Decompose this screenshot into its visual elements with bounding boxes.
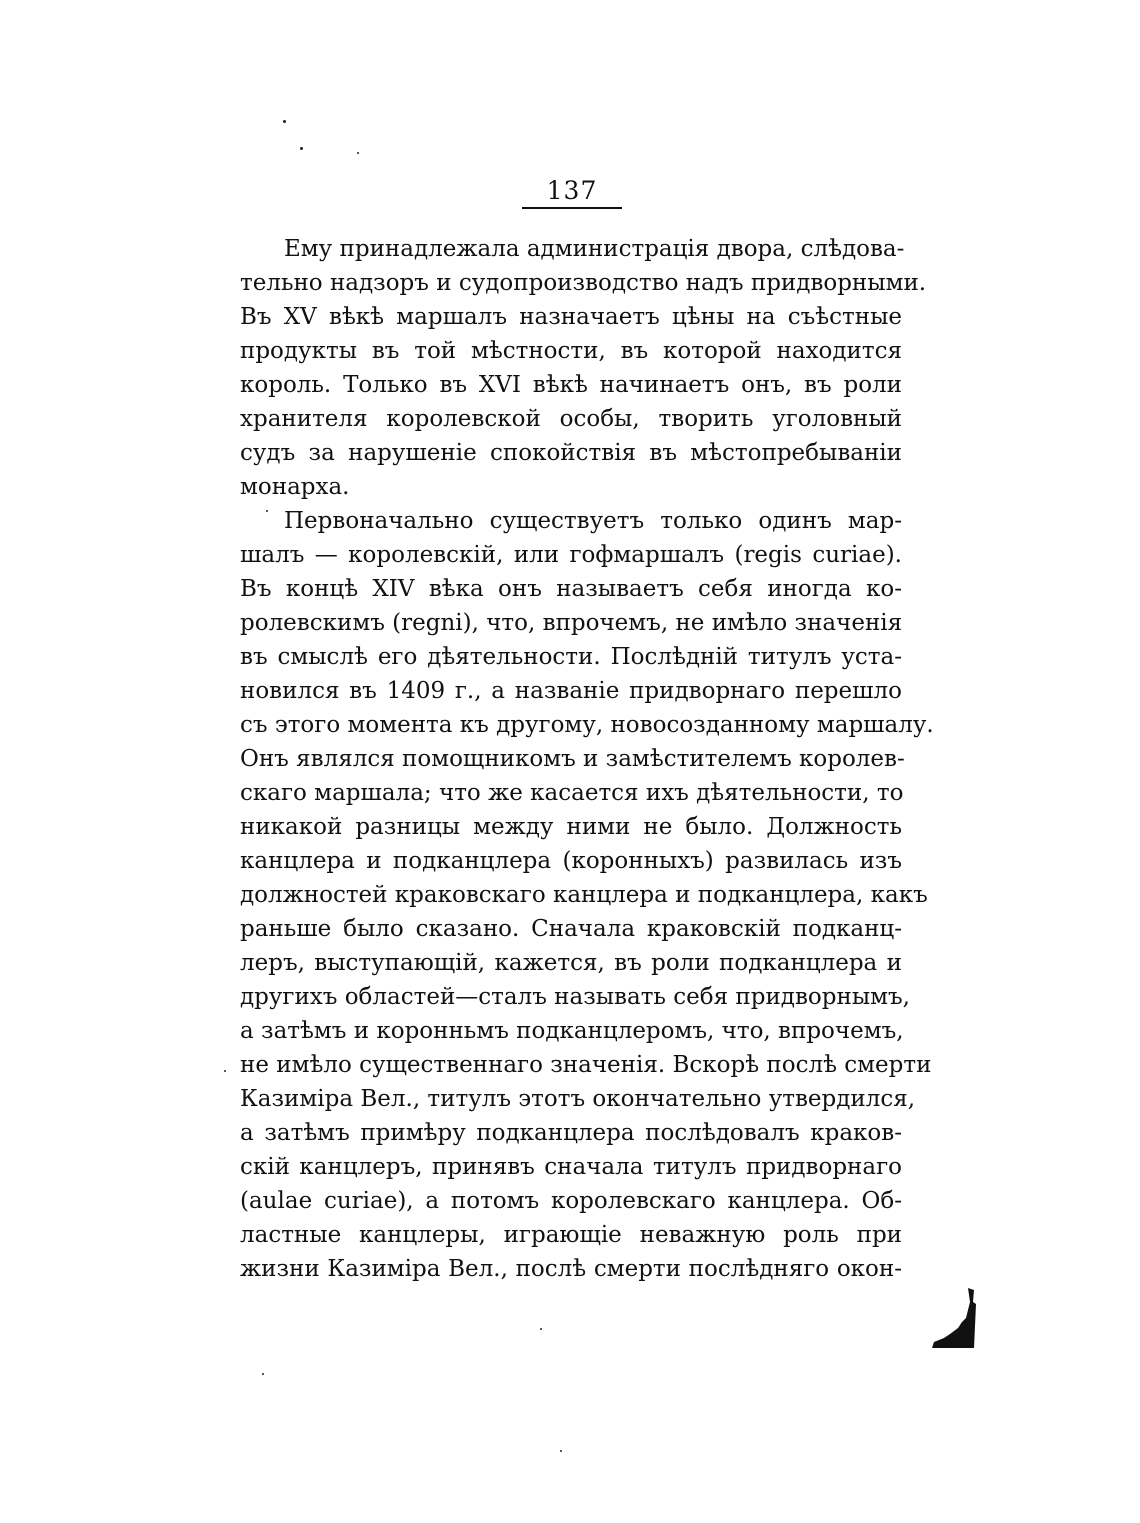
scan-speck [266,510,268,512]
text-line: ролевскимъ (regni), что, впрочемъ, не имѣло значенія [240,610,903,636]
scan-speck [357,152,359,154]
text-line: раньше было сказано. Сначала краковскій подканц- [240,916,902,942]
text-line: не имѣло существеннаго значенія. Вскорѣ послѣ смерти [240,1052,932,1078]
text-line: съ этого момента къ другому, новосозданному маршалу. [240,712,934,738]
scan-speck [560,1450,562,1452]
text-line: должностей краковскаго канцлера и подканцлера, какъ [240,882,928,908]
text-line: тельно надзоръ и судопроизводство надъ придворными. [240,270,927,296]
scan-speck [262,1373,264,1375]
text-line: леръ, выступающій, кажется, въ роли подканцлера и [240,950,902,976]
scan-speck [224,1070,226,1072]
text-line: (aulae curiae), а потомъ королевскаго канцлера. Об- [240,1188,902,1214]
scan-speck [300,147,303,150]
page-number-rule [522,207,622,209]
text-line: продукты въ той мѣстности, въ которой находится [240,338,902,364]
text-line: скій канцлеръ, принявъ сначала титулъ придворнаго [240,1154,902,1180]
text-line: Онъ являлся помощникомъ и замѣстителемъ королев- [240,746,905,772]
text-line: канцлера и подканцлера (коронныхъ) развилась изъ [240,848,902,874]
text-line: Въ концѣ XIV вѣка онъ называетъ себя иногда ко- [240,576,902,602]
scan-speck [283,120,286,123]
text-line: монарха. [240,474,350,500]
text-line: новился въ 1409 г., а названіе придворнаго перешло [240,678,902,704]
scan-speck [540,1328,542,1330]
page-number: 137 [546,176,598,205]
text-line: хранителя королевской особы, творить уголовный [240,406,902,432]
text-line: Казиміра Вел., титулъ этотъ окончательно утвердился, [240,1086,916,1112]
text-line: скаго маршала; что же касается ихъ дѣятельности, то [240,780,904,806]
text-line: шалъ — королевскій, или гофмаршалъ (regis curiae). [240,542,902,568]
text-line: въ смыслѣ его дѣятельности. Послѣдній титулъ уста- [240,644,902,670]
text-line: жизни Казиміра Вел., послѣ смерти послѣдняго окон- [240,1256,902,1282]
text-line: никакой разницы между ними не было. Должность [240,814,902,840]
text-line: а затѣмъ и коронньмъ подканцлеромъ, что, впрочемъ, [240,1018,904,1044]
text-line: Первоначально существуетъ только одинъ мар- [284,508,902,534]
page-corner-mark [930,1288,978,1350]
text-line: судъ за нарушеніе спокойствія въ мѣстопребываніи [240,440,902,466]
text-line: Въ XV вѣкѣ маршалъ назначаетъ цѣны на съѣстные [240,304,902,330]
text-line: король. Только въ XVI вѣкѣ начинаетъ онъ, въ роли [240,372,902,398]
text-line: Ему принадлежала администрація двора, слѣдова- [284,236,905,262]
text-line: ластные канцлеры, играющіе неважную роль при [240,1222,902,1248]
text-line: другихъ областей—сталъ называть себя придворнымъ, [240,984,910,1010]
text-line: а затѣмъ примѣру подканцлера послѣдовалъ краков- [240,1120,902,1146]
